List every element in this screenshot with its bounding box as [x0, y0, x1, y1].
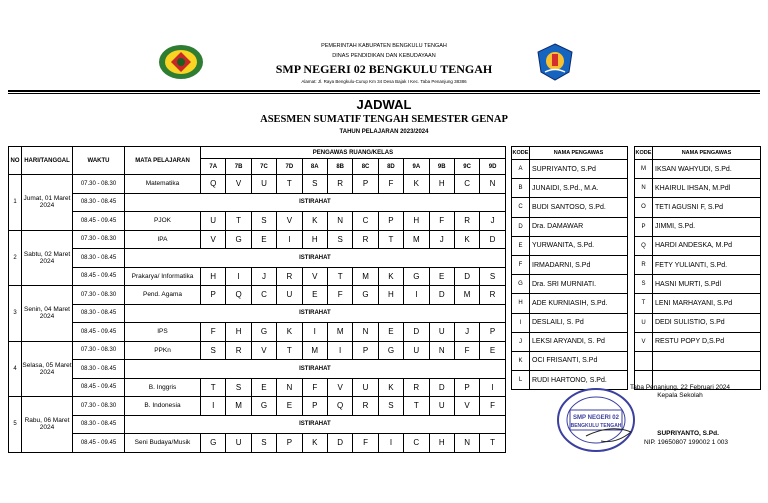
subject-cell: PPKn [125, 341, 201, 360]
subject-cell: Matematika [125, 175, 201, 194]
list-item [635, 217, 761, 236]
academic-year: TAHUN PELAJARAN 2023/2024 [339, 129, 429, 135]
proctor-code: F [512, 255, 530, 274]
list-item [635, 351, 761, 370]
proctor-name [653, 351, 761, 370]
proctor-code-cell: V [327, 378, 352, 397]
proctor-code-cell: U [429, 323, 454, 342]
proctor-code-cell: N [454, 434, 479, 453]
proctor-code-cell: R [353, 230, 378, 249]
col-rooms-header: PENGAWAS RUANG/KELAS [201, 147, 506, 159]
list-item [635, 160, 761, 179]
list-item [512, 294, 628, 313]
proctor-code-cell: R [226, 341, 251, 360]
proctor-code-cell: V [226, 175, 251, 194]
signature-nip: NIP. 19650807 199002 1 003 [643, 439, 729, 446]
proctor-code-cell: K [302, 434, 327, 453]
time-cell: 07.30 - 08.30 [73, 397, 125, 416]
day-date-cell: Rabu, 06 Maret 2024 [22, 397, 73, 453]
proctor-name: IKSAN WAHYUDI, S.Pd. [653, 160, 761, 179]
proctor-code-cell: E [251, 230, 276, 249]
document-subtitle: ASESMEN SUMATIF TENGAH SEMESTER GENAP [260, 114, 508, 125]
proctor-code-cell: K [404, 175, 429, 194]
class-header: 7B [226, 159, 251, 175]
time-cell: 08.30 - 08.45 [73, 193, 125, 212]
proctor-code-cell: H [429, 175, 454, 194]
list-item [635, 294, 761, 313]
document-title: JADWAL [356, 97, 412, 112]
proctor-name: YURWANITA, S.Pd. [530, 236, 628, 255]
day-date-cell: Sabtu, 02 Maret 2024 [22, 230, 73, 286]
proctor-code-cell: U [353, 378, 378, 397]
proctor-code-cell: I [277, 230, 302, 249]
signature-place-date: Taba Penanjung, 22 Februari 2024 [629, 384, 731, 391]
time-cell: 07.30 - 08.30 [73, 175, 125, 194]
proctor-name: HARDI ANDESKA, M.Pd [653, 236, 761, 255]
proctor-code-cell: G [226, 230, 251, 249]
proctor-code-cell: K [302, 212, 327, 231]
proctor-code-cell: S [480, 267, 506, 286]
col-day-header: HARI/TANGGAL [22, 147, 73, 175]
proctor-code-cell: F [454, 341, 479, 360]
proctor-code-cell: T [404, 397, 429, 416]
break-cell: ISTIRAHAT [125, 360, 506, 379]
table-row [9, 175, 506, 194]
proctor-code-cell: V [277, 212, 302, 231]
class-header: 7A [201, 159, 226, 175]
proctor-code-cell: N [480, 175, 506, 194]
proctor-code-cell: E [480, 341, 506, 360]
proctor-code-cell: T [277, 175, 302, 194]
col-no-header: NO [9, 147, 22, 175]
proctor-code-cell: U [226, 434, 251, 453]
proctor-code-cell: U [429, 397, 454, 416]
signature-block [590, 384, 768, 446]
proctor-code-cell: H [429, 434, 454, 453]
proctor-code-cell: F [302, 378, 327, 397]
class-header: 9C [454, 159, 479, 175]
proctor-name: KHAIRUL IHSAN, M.Pdl [653, 179, 761, 198]
proctor-code-cell: R [404, 378, 429, 397]
time-cell: 07.30 - 08.30 [73, 341, 125, 360]
proctor-code: U [635, 313, 653, 332]
table-row [9, 341, 506, 360]
proctor-code-cell: V [302, 267, 327, 286]
col-subject-header: MATA PELAJARAN [125, 147, 201, 175]
table-row [9, 415, 506, 434]
proctor-code-cell: F [480, 397, 506, 416]
proctor-code-cell: I [480, 378, 506, 397]
proctor-name: BUDI SANTOSO, S.Pd. [530, 198, 628, 217]
proctor-code-cell: P [378, 212, 403, 231]
proctor-name: LEKSI ARYANDI, S. Pd [530, 332, 628, 351]
proctor-code-cell: I [404, 286, 429, 305]
proctor-code-cell: P [201, 286, 226, 305]
proctor-code-cell: G [353, 286, 378, 305]
subject-cell: PJOK [125, 212, 201, 231]
dept-header-line: DINAS PENDIDIKAN DAN KEBUDAYAAN [332, 53, 436, 59]
col-time-header: WAKTU [73, 147, 125, 175]
proctor-code-cell: R [480, 286, 506, 305]
list-item [635, 179, 761, 198]
proctor-code-cell: C [251, 286, 276, 305]
proctor-code-cell: H [302, 230, 327, 249]
list-item [512, 198, 628, 217]
day-date-cell: Jumat, 01 Maret 2024 [22, 175, 73, 231]
proctor-code-cell: G [404, 267, 429, 286]
svg-text:BENGKULU TENGAH: BENGKULU TENGAH [570, 423, 622, 429]
subject-cell: IPS [125, 323, 201, 342]
time-cell: 08.30 - 08.45 [73, 249, 125, 268]
proctor-code: S [635, 275, 653, 294]
proctor-code: J [512, 332, 530, 351]
proctor-code: D [512, 217, 530, 236]
list-item [512, 313, 628, 332]
proctor-code: O [635, 198, 653, 217]
signature-role: Kepala Sekolah [657, 392, 703, 399]
proctor-name: DESLAILI, S. Pd [530, 313, 628, 332]
time-cell: 08.30 - 08.45 [73, 360, 125, 379]
name-header: NAMA PENGAWAS [530, 147, 628, 160]
proctor-code-cell: P [277, 434, 302, 453]
time-cell: 08.45 - 09.45 [73, 434, 125, 453]
time-cell: 08.30 - 08.45 [73, 415, 125, 434]
proctor-code-cell: E [277, 397, 302, 416]
day-date-cell: Selasa, 05 Maret 2024 [22, 341, 73, 397]
proctor-code-cell: P [454, 378, 479, 397]
schedule-table [8, 146, 506, 453]
row-number: 5 [9, 397, 22, 453]
proctor-code-cell: F [327, 286, 352, 305]
proctor-code: T [635, 294, 653, 313]
proctor-name: SUPRIYANTO, S.Pd [530, 160, 628, 179]
proctor-name: HASNI MURTI, S.Pdl [653, 275, 761, 294]
proctor-code-cell: J [480, 212, 506, 231]
proctor-code-cell: C [404, 434, 429, 453]
proctor-code-cell: D [429, 378, 454, 397]
day-date-cell: Senin, 04 Maret 2024 [22, 286, 73, 342]
time-cell: 08.45 - 09.45 [73, 323, 125, 342]
proctor-code-cell: C [454, 175, 479, 194]
proctor-code-cell: F [353, 434, 378, 453]
list-item [512, 351, 628, 370]
proctor-code: B [512, 179, 530, 198]
class-header: 8A [302, 159, 327, 175]
proctor-code-cell: G [201, 434, 226, 453]
code-header: KODE [635, 147, 653, 160]
proctor-code-cell: M [404, 230, 429, 249]
row-number: 3 [9, 286, 22, 342]
proctor-code: C [512, 198, 530, 217]
subject-cell: Prakarya/ Informatika [125, 267, 201, 286]
class-header: 7D [277, 159, 302, 175]
subject-cell: IPA [125, 230, 201, 249]
proctor-code-cell: C [353, 212, 378, 231]
list-item [512, 255, 628, 274]
table-row [9, 434, 506, 453]
proctor-code-cell: R [327, 175, 352, 194]
proctor-code: N [635, 179, 653, 198]
time-cell: 08.45 - 09.45 [73, 378, 125, 397]
proctor-code-cell: M [327, 323, 352, 342]
proctor-code: V [635, 332, 653, 351]
proctor-code-cell: S [251, 434, 276, 453]
proctor-code-cell: P [480, 323, 506, 342]
time-cell: 08.45 - 09.45 [73, 212, 125, 231]
class-header: 7C [251, 159, 276, 175]
proctor-code-cell: I [226, 267, 251, 286]
subject-cell: Seni Budaya/Musik [125, 434, 201, 453]
proctor-code-cell: K [378, 267, 403, 286]
proctor-code-cell: Q [327, 397, 352, 416]
proctor-code: P [635, 217, 653, 236]
proctor-code-cell: S [378, 397, 403, 416]
proctor-name: DEDI SULISTIO, S.Pd [653, 313, 761, 332]
proctor-name: FETY YULIANTI, S.Pd. [653, 255, 761, 274]
proctor-code-cell: G [251, 397, 276, 416]
list-item [635, 332, 761, 351]
break-cell: ISTIRAHAT [125, 249, 506, 268]
proctor-code-cell: T [480, 434, 506, 453]
proctor-code-cell: K [277, 323, 302, 342]
table-row [9, 397, 506, 416]
list-item [635, 313, 761, 332]
header-rule-thin [8, 93, 760, 94]
time-cell: 07.30 - 08.30 [73, 286, 125, 305]
proctor-code-cell: V [201, 230, 226, 249]
class-header: 8B [327, 159, 352, 175]
proctor-name: IRMADARNI, S.Pd [530, 255, 628, 274]
proctor-code-cell: Q [201, 175, 226, 194]
proctor-code-cell: G [378, 341, 403, 360]
break-cell: ISTIRAHAT [125, 304, 506, 323]
table-row [9, 267, 506, 286]
proctor-code-cell: G [251, 323, 276, 342]
proctor-code-cell: I [302, 323, 327, 342]
table-row [9, 360, 506, 379]
proctor-code-cell: F [201, 323, 226, 342]
proctor-code-cell: I [327, 341, 352, 360]
proctor-code-cell: P [353, 341, 378, 360]
list-item [512, 236, 628, 255]
proctor-code-cell: U [201, 212, 226, 231]
gov-header-line: PEMERINTAH KABUPATEN BENGKULU TENGAH [321, 43, 447, 49]
proctor-name: TETI AGUSNI F, S.Pd [653, 198, 761, 217]
proctor-name: JUNAIDI, S.Pd., M.A. [530, 179, 628, 198]
proctor-code-cell: R [353, 397, 378, 416]
svg-text:SMP NEGERI 02: SMP NEGERI 02 [573, 415, 619, 421]
proctor-code-cell: T [277, 341, 302, 360]
table-row [9, 249, 506, 268]
proctor-code-cell: V [251, 341, 276, 360]
proctor-code-cell: M [454, 286, 479, 305]
proctor-code-cell: D [327, 434, 352, 453]
proctor-code-cell: I [201, 397, 226, 416]
proctor-code-cell: D [404, 323, 429, 342]
class-header: 9A [404, 159, 429, 175]
proctor-code-cell: Q [226, 286, 251, 305]
proctor-code-cell: N [277, 378, 302, 397]
proctor-code-cell: H [378, 286, 403, 305]
time-cell: 07.30 - 08.30 [73, 230, 125, 249]
table-row [9, 304, 506, 323]
list-item [635, 255, 761, 274]
proctor-code-cell: M [226, 397, 251, 416]
proctor-code-cell: U [277, 286, 302, 305]
row-number: 1 [9, 175, 22, 231]
break-cell: ISTIRAHAT [125, 415, 506, 434]
proctor-code: A [512, 160, 530, 179]
class-header: 8D [378, 159, 403, 175]
proctor-code-cell: R [277, 267, 302, 286]
proctor-code-cell: S [251, 212, 276, 231]
proctor-code-cell: S [201, 341, 226, 360]
list-item [635, 236, 761, 255]
subject-cell: B. Indonesia [125, 397, 201, 416]
proctor-code-cell: H [201, 267, 226, 286]
proctor-code: Q [635, 236, 653, 255]
proctor-code-cell: S [226, 378, 251, 397]
proctor-code-cell: F [378, 175, 403, 194]
proctor-code-cell: T [226, 212, 251, 231]
proctor-code: H [512, 294, 530, 313]
proctor-code-cell: D [454, 267, 479, 286]
proctor-name: JIMMI, S.Pd. [653, 217, 761, 236]
table-row [9, 193, 506, 212]
proctor-code-cell: U [251, 175, 276, 194]
subject-cell: B. Inggris [125, 378, 201, 397]
proctor-name: OCI FRISANTI, S.Pd [530, 351, 628, 370]
proctor-name: LENI MARHAYANI, S.Pd [653, 294, 761, 313]
table-row [9, 286, 506, 305]
row-number: 4 [9, 341, 22, 397]
row-number: 2 [9, 230, 22, 286]
name-header: NAMA PENGAWAS [653, 147, 761, 160]
list-item [512, 217, 628, 236]
proctor-code-cell: N [353, 323, 378, 342]
class-header: 9B [429, 159, 454, 175]
proctor-name: Dra. DAMAWAR [530, 217, 628, 236]
proctor-code-cell: H [404, 212, 429, 231]
proctor-code-cell: K [378, 378, 403, 397]
signature-name: SUPRIYANTO, S.Pd. [657, 430, 719, 437]
proctor-code-cell: H [226, 323, 251, 342]
proctor-code [635, 351, 653, 370]
break-cell: ISTIRAHAT [125, 193, 506, 212]
proctor-code: K [512, 351, 530, 370]
proctor-code-cell: R [454, 212, 479, 231]
proctor-code-cell: N [327, 212, 352, 231]
proctor-code: E [512, 236, 530, 255]
proctor-code: L [512, 371, 530, 390]
proctor-code-cell: E [302, 286, 327, 305]
list-item [512, 332, 628, 351]
proctor-code-cell: J [454, 323, 479, 342]
proctor-code-cell: U [404, 341, 429, 360]
proctor-code-cell: P [353, 175, 378, 194]
school-address: Alamat: Jl. Raya Bengkulu-Curup Km 34 Desa Bajak I Kec. Taba Penanjung 38386 [301, 79, 467, 84]
school-name: SMP NEGERI 02 BENGKULU TENGAH [275, 62, 493, 76]
list-item [635, 198, 761, 217]
proctor-name: Dra. SRI MURNIATI. [530, 275, 628, 294]
proctor-code: G [512, 275, 530, 294]
subject-cell: Pend. Agama [125, 286, 201, 305]
proctor-code-cell: V [454, 397, 479, 416]
proctor-code-cell: J [429, 230, 454, 249]
proctor-table-b [634, 146, 761, 390]
proctor-code-cell: E [251, 378, 276, 397]
list-item [512, 160, 628, 179]
table-row [9, 212, 506, 231]
proctor-code-cell: P [302, 397, 327, 416]
proctor-code-cell: E [429, 267, 454, 286]
time-cell: 08.30 - 08.45 [73, 304, 125, 323]
proctor-code-cell: I [378, 434, 403, 453]
proctor-code-cell: J [251, 267, 276, 286]
code-header: KODE [512, 147, 530, 160]
proctor-code-cell: S [302, 175, 327, 194]
proctor-code-cell: M [353, 267, 378, 286]
header-rule-thick [8, 90, 760, 92]
proctor-name: ADE KURNIASIH, S.Pd. [530, 294, 628, 313]
list-item [512, 275, 628, 294]
proctor-code-cell: K [454, 230, 479, 249]
table-row [9, 230, 506, 249]
proctor-name: RUDI HARTONO, S.Pd. [530, 371, 628, 390]
proctor-code-cell: T [201, 378, 226, 397]
proctor-code-cell: S [327, 230, 352, 249]
proctor-code: M [635, 160, 653, 179]
proctor-code-cell: N [429, 341, 454, 360]
proctor-code-cell: D [429, 286, 454, 305]
table-row [9, 378, 506, 397]
proctor-code-cell: T [378, 230, 403, 249]
proctor-code: R [635, 255, 653, 274]
time-cell: 08.45 - 09.45 [73, 267, 125, 286]
proctor-code: I [512, 313, 530, 332]
proctor-name: RESTU POPY D,S.Pd [653, 332, 761, 351]
class-header: 9D [480, 159, 506, 175]
proctor-code-cell: D [480, 230, 506, 249]
proctor-code-cell: F [429, 212, 454, 231]
proctor-code-cell: T [327, 267, 352, 286]
proctor-table-a [511, 146, 628, 390]
list-item [512, 179, 628, 198]
table-row [9, 323, 506, 342]
proctor-code-cell: M [302, 341, 327, 360]
list-item [635, 275, 761, 294]
proctor-code-cell: E [378, 323, 403, 342]
class-header: 8C [353, 159, 378, 175]
